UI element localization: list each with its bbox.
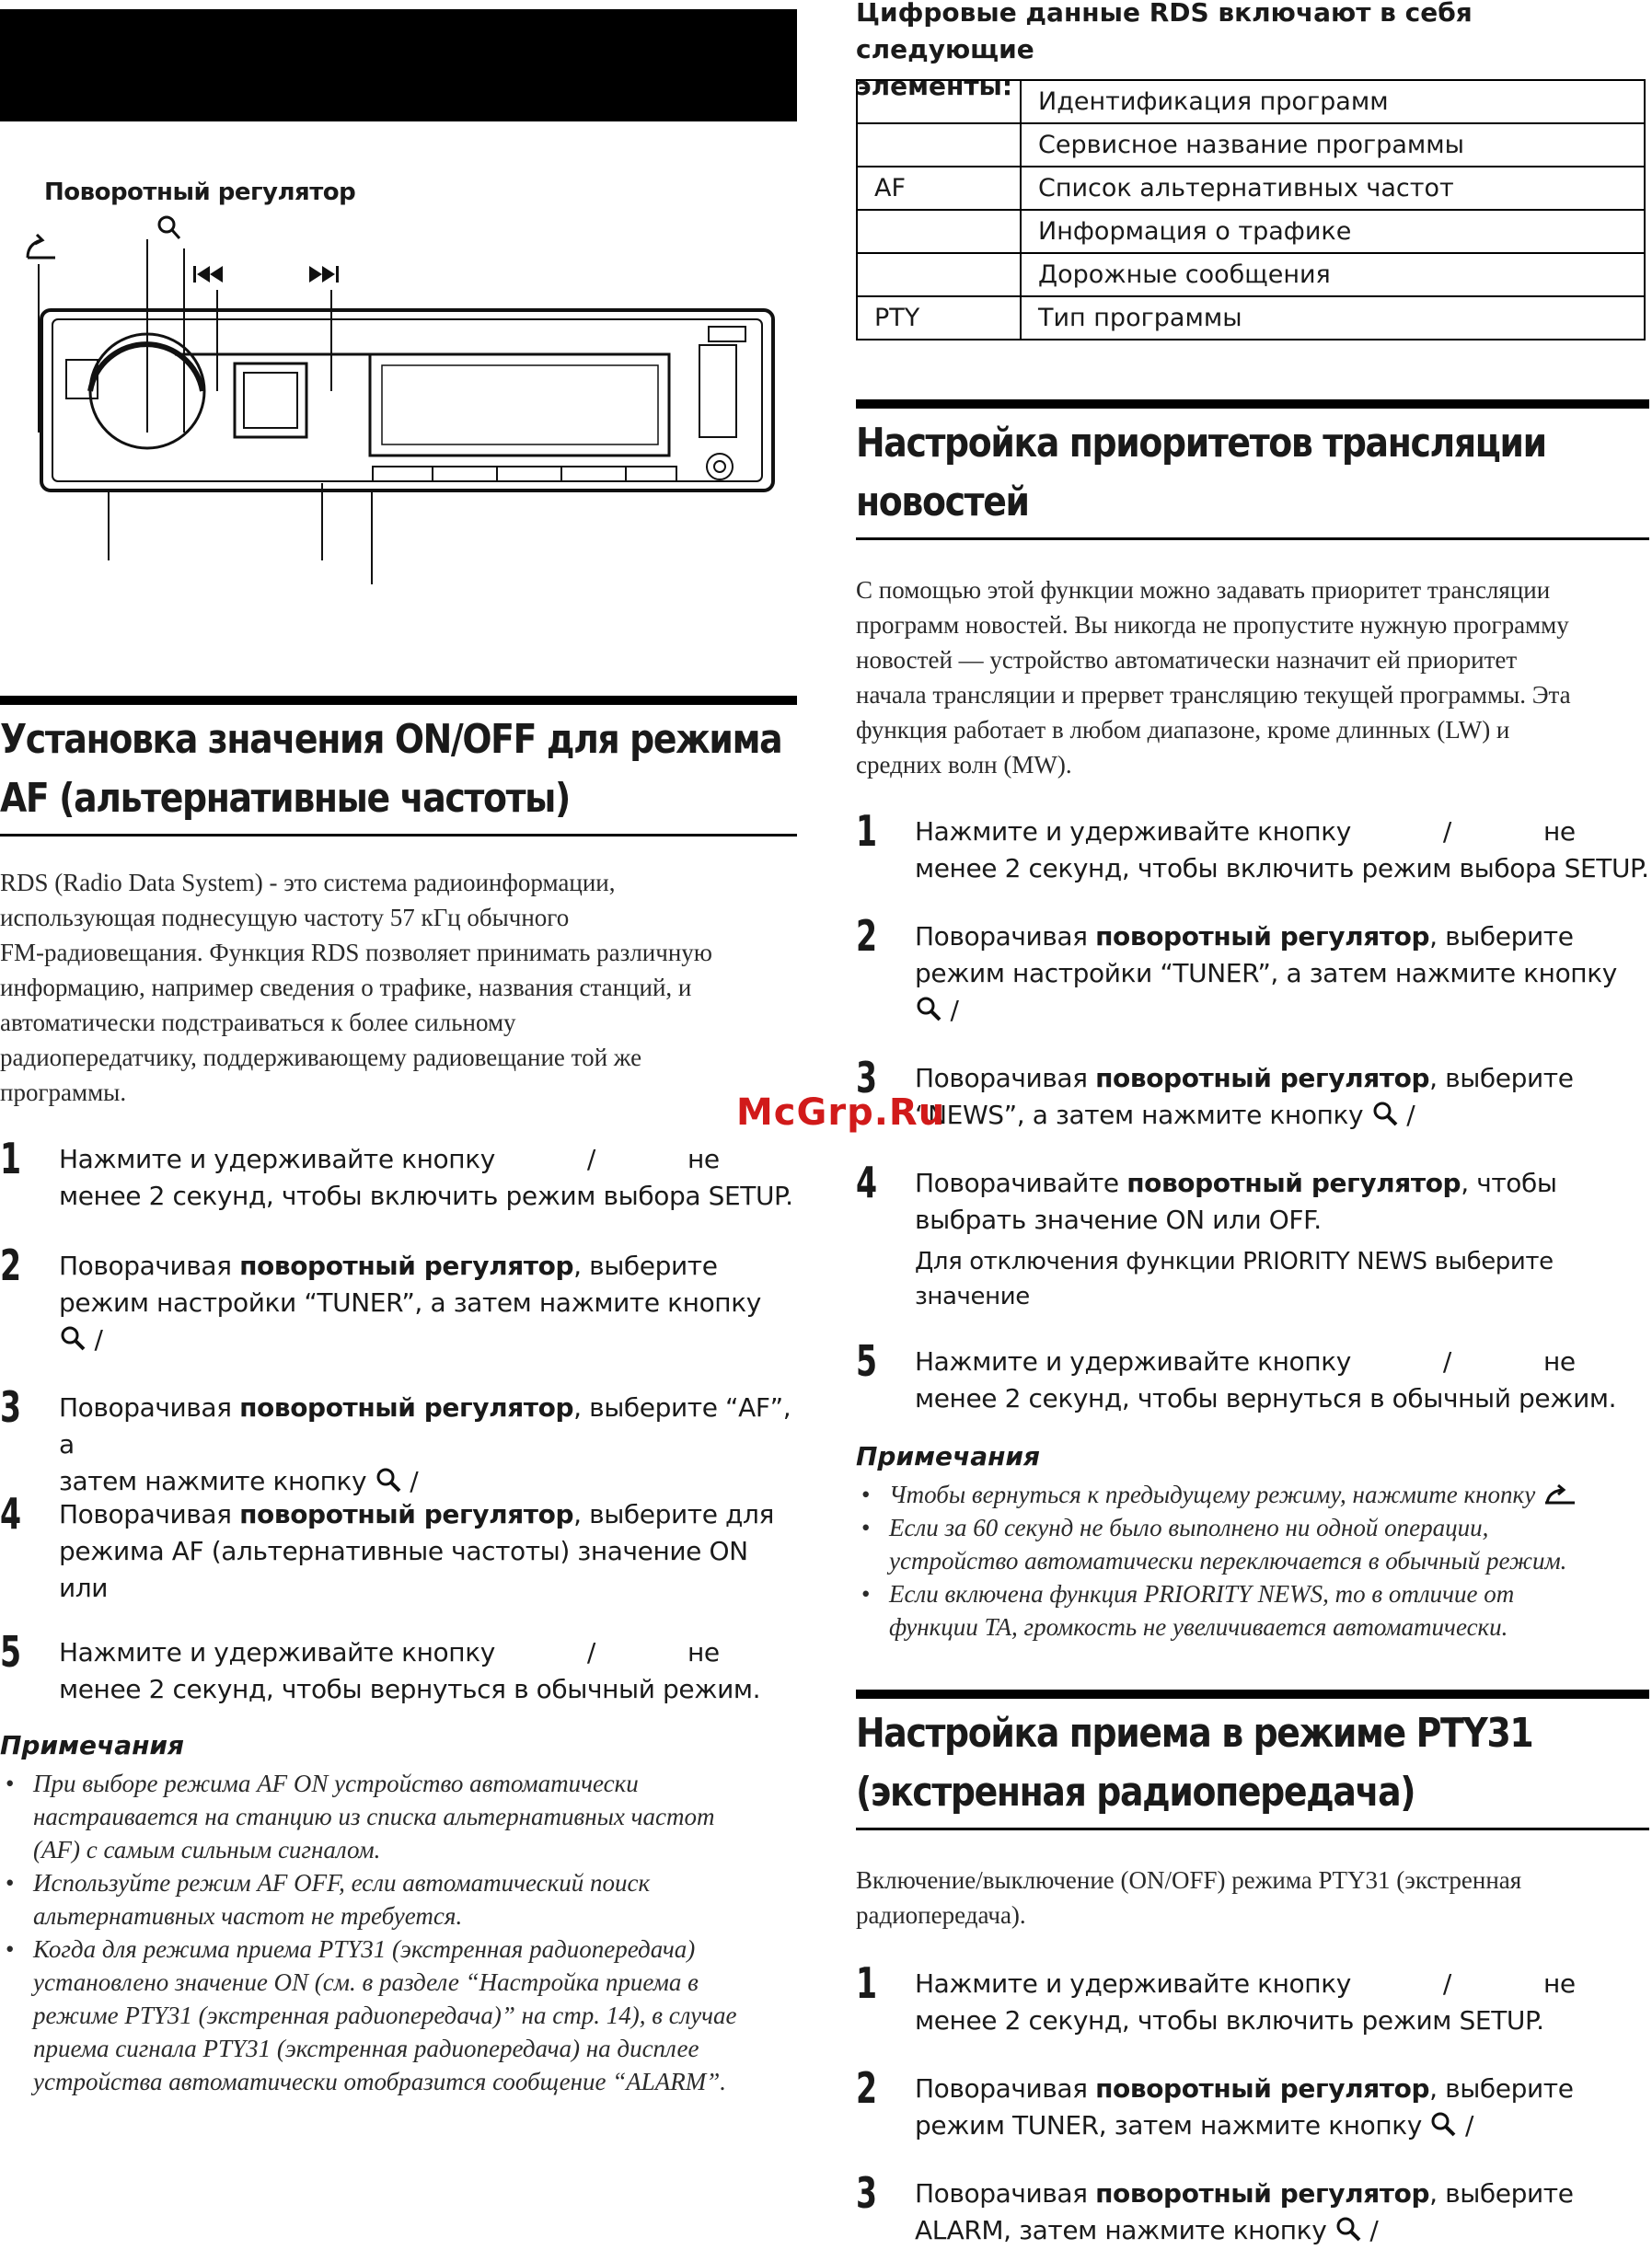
step-text: Поворачивая поворотный регулятор, выберите ALARM, затем нажмите кнопку / [915,2178,1574,2245]
intro-line: информацию, например сведения о трафике, названия станций, и [0,974,692,1001]
news-section-header [856,399,1649,540]
search-icon [1334,2215,1362,2243]
intro-line: FM-радиовещания. Функция RDS позволяет принимать различную [0,939,712,966]
table-row: PTY Тип программы [857,296,1645,340]
step-text: Поворачивая поворотный регулятор, выберите режим TUNER, затем нажмите кнопку / [915,2073,1574,2140]
step-number: 1 [856,806,878,856]
af-step-3 [0,1382,797,1500]
prev-track-icon [193,266,223,283]
af-section-header [0,696,797,837]
news-notes-title: Примечания [856,1441,1041,1471]
next-track-icon [309,266,339,283]
step-text: Поворачивая поворотный регулятор, выберите “AF”, а затем нажмите кнопку / [59,1392,791,1496]
step-number: 1 [0,1134,22,1183]
table-row: Сервисное название программы [857,123,1645,167]
pty31-step-1 [856,1958,1649,2039]
step-text: Поворачивая поворотный регулятор, выберите “NEWS”, а затем нажмите кнопку / [915,1063,1574,1130]
knob-label: Поворотный регулятор [44,179,356,206]
back-arrow-icon [28,235,55,258]
step-text: Нажмите и удерживайте кнопку / не менее 2 секунд, чтобы включить режим выбора SETUP. [59,1144,793,1211]
news-step-3 [856,1053,1649,1134]
table-row: Дорожные сообщения [857,253,1645,296]
step-number: 5 [856,1336,878,1386]
note-item: • Чтобы вернуться к предыдущему режиму, нажмите кнопку [856,1478,1649,1511]
news-notes-list [856,1478,1649,1644]
pty31-step-2 [856,2063,1649,2144]
search-icon [375,1466,402,1494]
note-item: • Если включена функция PRIORITY NEWS, то в отличие от функции TA, громкость не увеличивается автоматически. [856,1577,1649,1644]
note-item: • Используйте режим AF OFF, если автоматический поиск альтернативных частот не требуется. [0,1866,797,1933]
news-intro-paragraph: С помощью этой функции можно задавать приоритет трансляции программ новостей. Вы никогда не пропустите нужную программу новостей — устройство автоматически назначит ей приоритет начала трансляции и прервет трансляцию текущей программы. Эта функция работает в любом диапазоне, кроме длинных (LW) и средних волн (MW). [856,576,1571,779]
news-step-1 [856,806,1649,887]
intro-line: автоматически подстраиваться к более сильному [0,1009,516,1036]
af-notes-title: Примечания [0,1730,185,1760]
pty31-section-header [856,1690,1649,1830]
step-text: Нажмите и удерживайте кнопку / не менее 2 секунд, чтобы вернуться в обычный режим. [915,1346,1617,1413]
intro-line: RDS (Radio Data System) - это система радиоинформации, [0,869,616,896]
step-text: Поворачивая поворотный регулятор, выберите режим настройки “TUNER”, а затем нажмите кнопку / [915,921,1617,1025]
pty31-section-title-line1: Настройка приема в режиме PTY31 [856,1710,1533,1757]
pty31-intro-paragraph: Включение/выключение (ON/OFF) режима PTY31 (экстренная радиопередача). [856,1866,1522,1929]
news-section-title-line1: Настройка приоритетов трансляции [856,420,1546,467]
search-icon [159,217,179,238]
news-step-4 [856,1158,1649,1314]
step-subtext: Для отключения функции PRIORITY NEWS выберите значение [915,1248,1554,1310]
af-step-4 [0,1489,797,1607]
note-item: • Если за 60 секунд не было выполнено ни одной операции, устройство автоматически переключается в обычный режим. [856,1511,1649,1577]
header-black-bar [0,9,797,121]
news-step-5 [856,1336,1649,1417]
table-row: AF Список альтернативных частот [857,167,1645,210]
af-step-2 [0,1240,797,1358]
step-text: Поворачивая поворотный регулятор, выберите для режима AF (альтернативные частоты) значение ON или [59,1499,774,1603]
news-section-title-line2: новостей [856,479,1029,525]
note-item: • Когда для режима приема PTY31 (экстренная радиопередача) установлено значение ON (см. в разделе “Настройка приема в режиме PTY31 (экстренная радиопередача)” на стр. 14), в случае приема сигнала PTY31 (экстренная радиопередача) на дисплее устройства автоматически отобразится сообщение “ALARM”. [0,1933,797,2098]
step-number: 2 [0,1240,22,1290]
table-row: Идентификация программ [857,80,1645,123]
step-number: 2 [856,2063,878,2113]
step-text: Нажмите и удерживайте кнопку / не менее 2 секунд, чтобы включить режим SETUP. [915,1968,1576,2036]
step-number: 4 [0,1489,22,1539]
af-section-title-line2: AF (альтернативные частоты) [0,775,570,822]
search-icon [1429,2110,1457,2138]
pty31-section-title-line2: (экстренная радиопередача) [856,1769,1415,1816]
intro-line: программы. [0,1079,127,1106]
search-icon [59,1324,87,1352]
af-notes-list [0,1767,797,2098]
note-item: • При выборе режима AF ON устройство автоматически настраивается на станцию из списка альтернативных частот (AF) с самым сильным сигналом. [0,1767,797,1866]
rds-elements-title: Цифровые данные RDS включают в себя следующие элементы: [856,0,1473,101]
intro-line: радиопередатчику, поддерживающему радиовещание той же [0,1044,642,1071]
af-section-title-line1: Установка значения ON/OFF для режима [0,716,782,763]
step-text: Поворачивая поворотный регулятор, выберите режим настройки “TUNER”, а затем нажмите кнопку / [59,1251,761,1355]
step-number: 3 [0,1382,22,1432]
step-text: Нажмите и удерживайте кнопку / не менее 2 секунд, чтобы вернуться в обычный режим. [59,1637,761,1704]
step-text: Нажмите и удерживайте кнопку / не менее 2 секунд, чтобы включить режим выбора SETUP. [915,816,1649,883]
step-text: Поворачивайте поворотный регулятор, чтобы выбрать значение ON или OFF. [915,1168,1557,1235]
watermark: McGrp.Ru [736,1091,946,1134]
step-number: 3 [856,1053,878,1102]
search-icon [1371,1100,1399,1127]
af-step-1 [0,1134,797,1215]
step-number: 4 [856,1158,878,1207]
step-number: 5 [0,1627,22,1677]
table-row: Информация о трафике [857,210,1645,253]
step-number: 2 [856,911,878,961]
head-unit-diagram [0,207,797,594]
rds-intro-paragraph [0,865,797,1110]
intro-line: использующая поднесущую частоту 57 кГц обычного [0,904,570,931]
rds-elements-table [856,79,1646,340]
back-arrow-icon [1542,1483,1578,1508]
pty31-step-3 [856,2168,1649,2249]
af-step-5 [0,1627,797,1708]
search-icon [915,995,942,1022]
step-number: 1 [856,1958,878,2008]
news-step-2 [856,911,1649,1029]
step-number: 3 [856,2168,878,2218]
